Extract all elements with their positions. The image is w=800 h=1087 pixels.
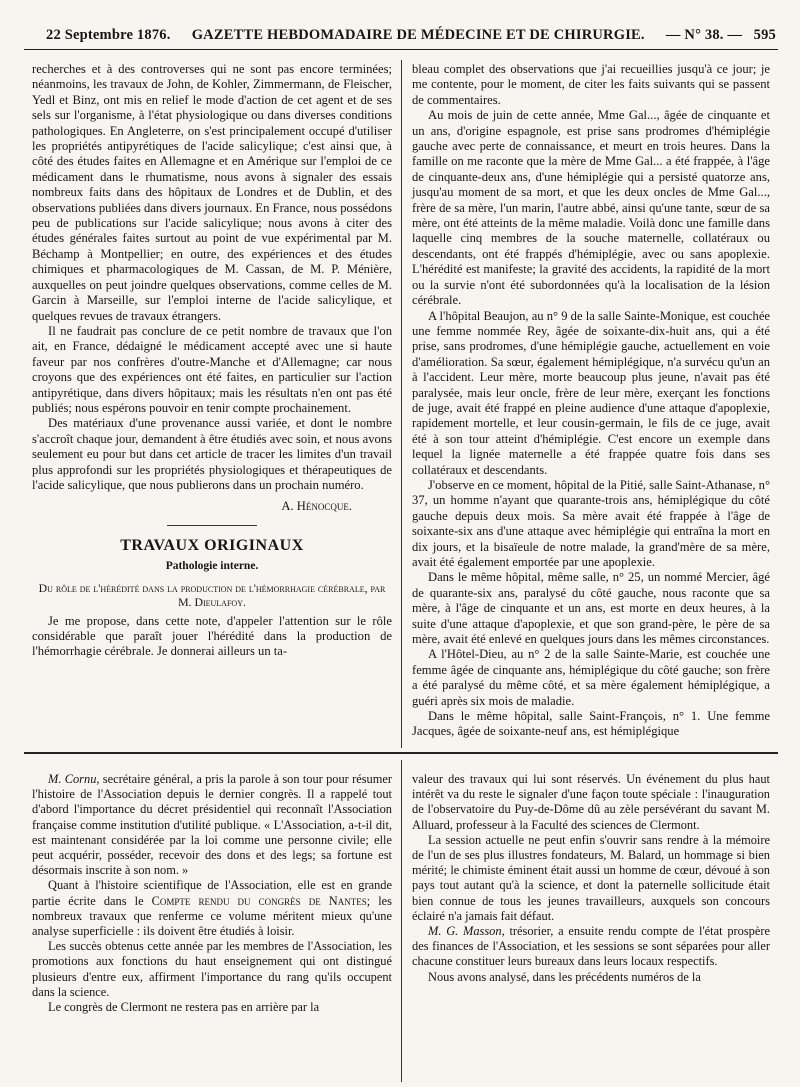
article-title: Du rôle de l'hérédité dans la production de l'hémorrhagie cérébrale, par M. Dieulafoy. (38, 580, 386, 610)
paragraph: Les succès obtenus cette année par les membres de l'Association, les promotions aux fonctions du haut enseignement qui ont distingué plusieurs d'entre eux, affirment l'importance du rang qu'ils occupent dans la science. (32, 939, 392, 999)
paragraph (32, 772, 392, 878)
section-subtitle: Pathologie interne. (165, 560, 259, 573)
header-journal-title: GAZETTE HEBDOMADAIRE DE MÉDECINE ET DE CHIRURGIE. (191, 27, 645, 43)
person-name: M. Cornu, (48, 772, 100, 786)
header-issue (666, 27, 776, 44)
paragraph: Le congrès de Clermont ne restera pas en arrière par la (48, 1000, 320, 1015)
right-column (412, 62, 770, 740)
person-name: M. G. Masson, (428, 924, 505, 939)
feuilleton-left-column (32, 772, 392, 1015)
paragraph-text: Quant à l'histoire scientifique de l'Association, elle est en grande partie écrite dans le (32, 878, 392, 908)
paragraph: bleau complet des observations que j'ai recueillies jusqu'à ce jour; je me contente, pour le moment, de citer les faits suivants qui se passent de commentaires. (412, 62, 770, 107)
header-rule (24, 49, 778, 50)
cited-work: Compte rendu du congrès de Nantes (151, 893, 367, 908)
feuilleton-rule (24, 752, 778, 754)
header-issue-number: — N° 38. — (665, 27, 743, 43)
left-column (32, 62, 392, 660)
paragraph: La session actuelle ne peut enfin s'ouvrir sans rendre à la mémoire de l'un de ses plus illustres fondateurs, M. Balard, un hommage si bien mérité; le chimiste éminent était aussi un homme de cœur, dévoué à son pays tout autant qu'à la science, et dont la paternelle sollicitude était bien connue de tous les jeunes travailleurs, auxquels son concours éclairé n'a jamais fait défaut. (412, 832, 770, 923)
paragraph: J'observe en ce moment, hôpital de la Pitié, salle Saint-Athanase, n° 37, un homme n'ayant que quarante-trois ans, hémiplégique du côté gauche depuis deux mois. Sa mère avait été frappée à l'âge de soixante-six ans d'une attaque avec hémiplégie qui entraîna la mort en dix jours, et la bisaïeule de notre malade, la grand'mère de sa mère, avait été également emportée par une apoplexie. (412, 477, 770, 569)
paragraph (32, 878, 392, 939)
paragraph: Au mois de juin de cette année, Mme Gal..., âgée de cinquante et un ans, d'origine espagnole, est prise sans prodromes d'hémiplégie gauche avec perte de connaissance, et meurt en trois heures. Dans la famille on me raconte que la mère de Mme Gal... a été frappée, à l'âge de cinquante-deux ans, d'une hémiplégie qui a persisté quatorze ans, jusqu'au moment de sa mort, et que les deux oncles de Mme Gal..., frère de sa mère, l'un marin, l'autre abbé, ainsi qu'une tante, sœur de sa mère, ont été atteints de la même maladie. Voilà donc une famille dans laquelle cinq membres de la souche maternelle, collatéraux ou descendants, ont été frappés d'hémiplégie, avec ou sans apoplexie. L'hérédité est manifeste; la gravité des accidents, la rapidité de la mort ou la survie n'ont été subordonnées qu'à la localisation de la lésion cérébrale. (412, 108, 770, 308)
header-date: 22 Septembre 1876. (46, 27, 171, 43)
paragraph: A l'Hôtel-Dieu, au n° 2 de la salle Sainte-Marie, est couchée une femme âgée de cinquante ans, hémiplégique du côté gauche; son frère a été paralysé du même côté, et sa mère également hémiplégique, a guéri après six mois de maladie. (412, 647, 770, 708)
column-divider (401, 60, 402, 748)
paragraph (412, 924, 770, 970)
feuilleton-column-divider (401, 760, 402, 1082)
paragraph-text: trésorier, a ensuite rendu compte de l'état prospère des finances de l'Association, et les sessions se sont séparées pour aller chacune constituer leurs bureaux dans leurs locaux respectifs. (412, 924, 771, 969)
paragraph-text: ; les nombreux travaux que renferme ce volume méritent mieux qu'une analyse superficielle : ils doivent être étudiés à loisir. (32, 893, 392, 939)
paragraph: A l'hôpital Beaujon, au n° 9 de la salle Sainte-Monique, est couchée une femme nommée Rey, âgée de soixante-dix-huit ans, qui a été prise, sans prodromes, d'une hémiplégie gauche, actuellement en voie d'amélioration. Sa sœur, également hémiplégique, n'a survécu qu'un an à l'accident. Leur mère, morte beaucoup plus jeune, n'avait pas été paralysée, mais leur oncle, frère de leur mère, exerçant les fonctions de juge, avait été frappé en pleine audience d'une attaque d'apoplexie, rapidement mortelle, et leur cousin-germain, le fils de ce juge, avait été à son tour atteint d'hémiplégie. C'est encore un exemple dans lequel la lignée maternelle a été frappée quatre fois dans ses collatéraux et descendants. (412, 308, 770, 477)
paragraph: Des matériaux d'une provenance aussi variée, et dont le nombre s'accroît chaque jour, demandent à être étudiés avec soin, et nous avons seulement eu pour but dans cet article de tracer les limites d'un travail plus approfondi sur les propriétés physiologiques et thérapeutiques de l'acide salicylique, que nous publierons dans un prochain numéro. (32, 416, 392, 492)
paragraph: valeur des travaux qui lui sont réservés. Un événement du plus haut intérêt va du reste le signaler d'une façon toute spéciale : l'inauguration de l'observatoire du Puy-de-Dôme dû au zèle persévérant du savant M. Alluard, professeur à la Faculté des sciences de Clermont. (412, 772, 770, 832)
page-header (46, 27, 776, 47)
author-signature: A. Hénocque. (281, 499, 352, 514)
paragraph: Nous avons analysé, dans les précédents numéros de la (428, 969, 701, 984)
section-title: TRAVAUX ORIGINAUX (120, 536, 304, 554)
header-page-number: 595 (753, 27, 776, 43)
paragraph: Dans le même hôpital, même salle, n° 25, un nommé Mercier, âgé de quarante-six ans, paralysé du côté gauche, nous raconte que sa mère, à l'âge de cinquante et un ans, est morte en deux heures, à la suite d'une attaque d'apoplexie, et que son grand-père, le père de sa mère, avait été enlevé en quelques jours dans les mêmes circonstances. (412, 570, 770, 647)
feuilleton-right-column (412, 772, 770, 985)
paragraph: Il ne faudrait pas conclure de ce petit nombre de travaux que l'on ait, en France, dédaigné le médicament accepté avec une si haute faveur par nos confrères d'outre-Manche et d'Allemagne; car nous croyons que des expériences ont été faites, en particulier sur l'action antipyrétique, dans divers hôpitaux; mais les résultats n'en ont pas été publiés; nous espérons pouvoir en tenir compte prochainement. (32, 323, 392, 415)
paragraph: Je me propose, dans cette note, d'appeler l'attention sur le rôle considérable que paraît jouer l'hérédité dans la production de l'hémorrhagie cérébrale. Je donnerai ailleurs un ta- (32, 613, 392, 659)
paragraph: recherches et à des controverses qui ne sont pas encore terminées; néanmoins, les travaux de John, de Kohler, Zimmermann, de Fleischer, Yedl et Binz, ont mis en relief le mode d'action de cet agent et de ses sels sur l'organisme, à l'état physiologique ou dans diverses conditions pathologiques. En Angleterre, on s'est principalement occupé d'utiliser les propriétés antipyrétiques de l'acide salicylique; c'est ainsi que, à côté des études faites en Allemagne et en Amérique sur l'emploi de ce médicament dans le rhumatisme, nous avons à signaler des essais nombreux faits dans des hôpitaux de Londres et de Dublin, et des observations publiées dans divers journaux. En France, nous possédons peu de publications sur l'acide salicylique; nous avons à citer des études générales faites surtout au point de vue expérimental par M. Béchamp à Montpellier; en outre, des expériences et des études chimiques et pharmacologiques de M. Cassan, de M. P. Ménière, auxquelles on peut joindre quelques observations, comme celles de M. Garcin à Marseille, sur l'emploi interne de l'acide salicylique, et quelques revues de travaux étrangers. (32, 62, 392, 323)
paragraph: Dans le même hôpital, salle Saint-François, n° 1. Une femme Jacques, âgée de soixante-neuf ans, est hémiplégique (412, 709, 770, 739)
paragraph-text: secrétaire général, a pris la parole à son tour pour résumer l'histoire de l'Association depuis le dernier congrès. Il a rappelé tout d'abord l'importance du décret présidentiel qui reconnaît l'Association française comme institution d'utilité publique. « L'Association, a-t-il dit, est maintenant considérée par la loi comme une personne civile; elle peut acquérir, posséder, recevoir des dons et des legs; sa fortune est désormais inscrite à son nom. » (32, 772, 392, 878)
section-separator (167, 525, 257, 526)
